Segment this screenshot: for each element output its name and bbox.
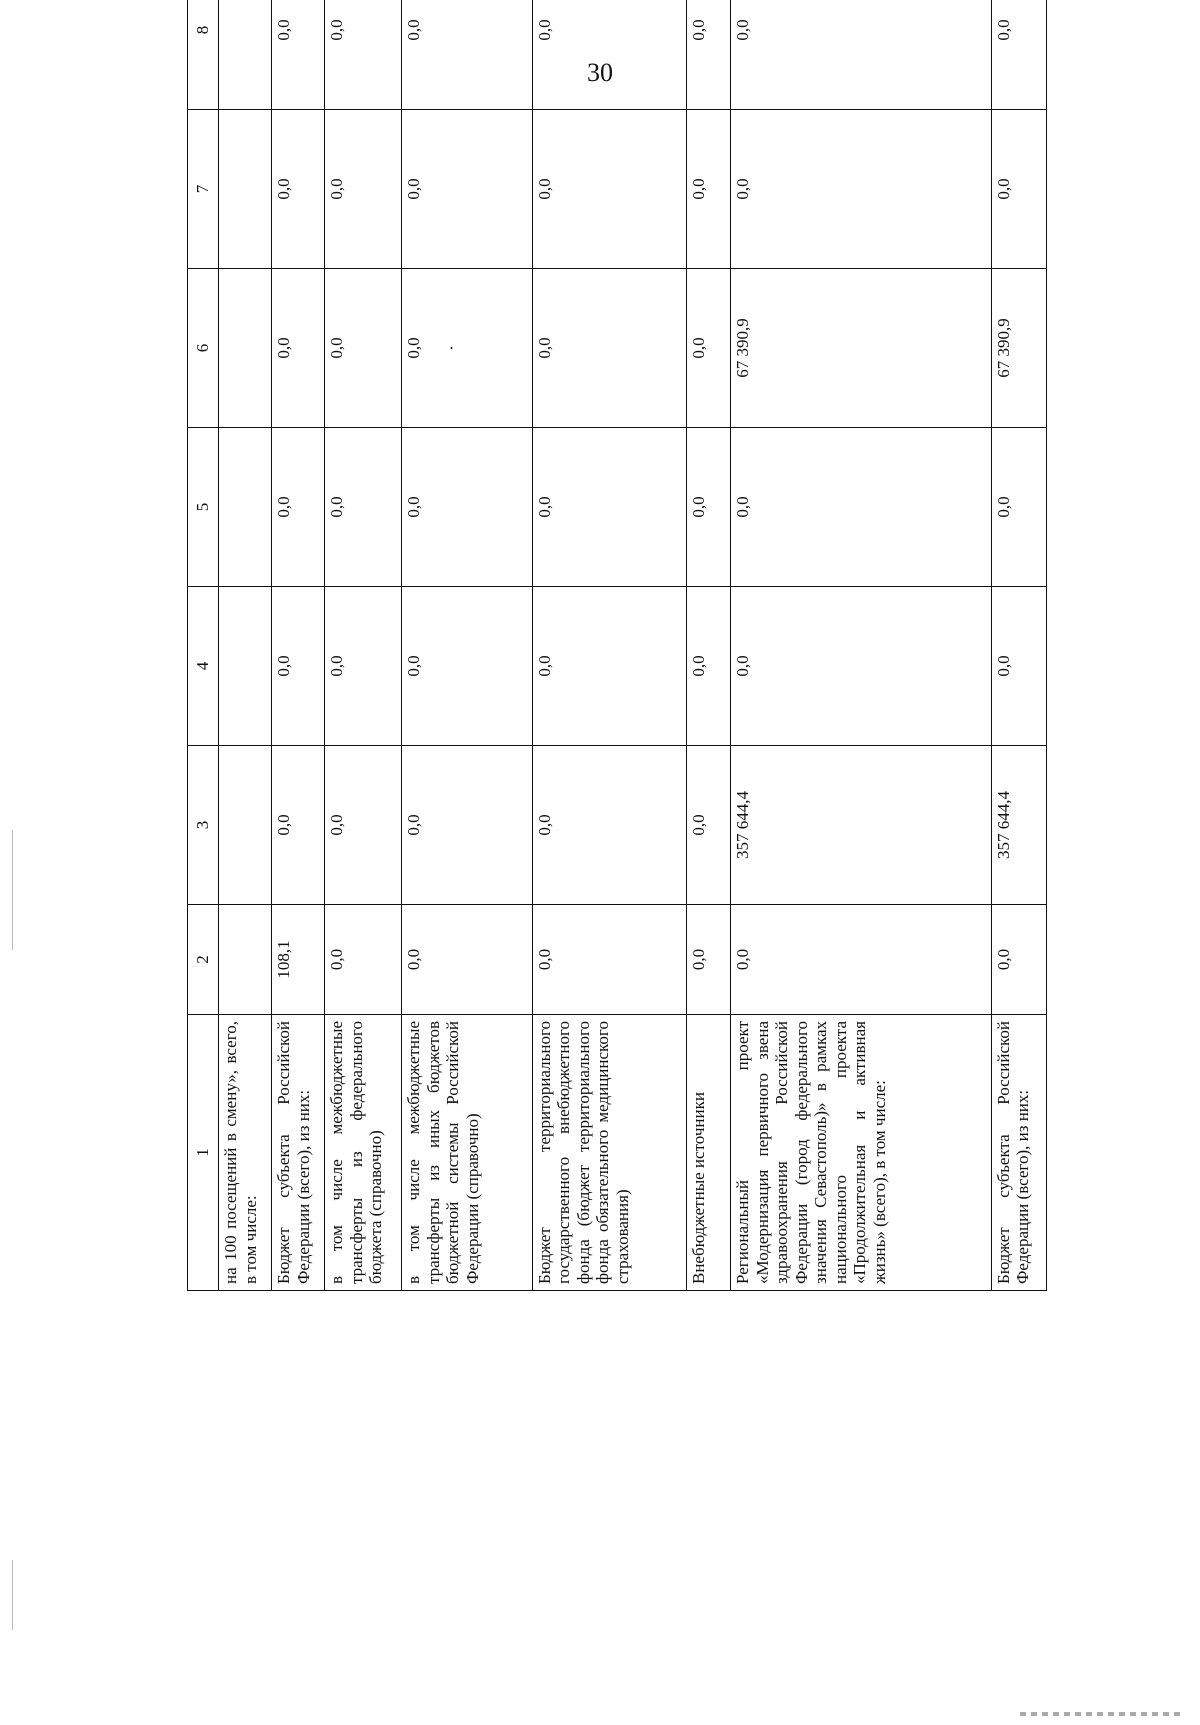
table-cell: 0,0 [324,269,401,428]
table-cell: 0,0 [687,428,731,587]
row-label: Бюджет территориального государственного внебюджетного фонда (бюджет территориального фонда обязательного медицинского страхования) [532,1015,687,1291]
row-label: Внебюджетные источники [687,1015,731,1291]
column-header: 6 [188,269,219,428]
column-header: 1 [188,1015,219,1291]
budget-table [187,0,1047,1291]
table-cell: 0,0 [271,428,324,587]
table-cell: 0,0 [731,905,992,1015]
table-cell [219,428,272,587]
table-cell: 0,0 [402,905,532,1015]
table-row [532,0,687,1291]
table-row [324,0,401,1291]
table-cell [219,110,272,269]
table-cell: 0,0 [271,0,324,110]
table-row [687,0,731,1291]
table-cell: 67 390,9 [991,269,1046,428]
column-header: 2 [188,905,219,1015]
scan-dot: · [441,345,461,351]
row-label: на 100 посещений в смену», всего, в том числе: [219,1015,272,1291]
row-label: Бюджет субъекта Российской Федерации (всего), из них: [271,1015,324,1291]
table-cell: 0,0 [687,587,731,746]
table-cell: 0,0 [402,428,532,587]
table-cell [219,0,272,110]
table-cell [219,587,272,746]
table-row [271,0,324,1291]
table-cell: 0,0 [324,428,401,587]
column-header: 7 [188,110,219,269]
table-cell: 0,0 [731,0,992,110]
table-cell: 0,0 [324,746,401,905]
row-label: в том числе межбюджетные трансферты из иных бюджетов бюджетной системы Российской Федерации (справочно) [402,1015,532,1291]
table-cell: 0,0 [402,110,532,269]
table-cell: 0,0 [532,269,687,428]
column-header: 8 [188,0,219,110]
scan-noise [1020,1712,1180,1716]
row-label: Региональный проект «Модернизация первичного звена здравоохранения Российской Федерации (город федерального значения Севастополь)» в рамках национального проекта «Продолжительная и активная жизнь» (всего), в том числе: [731,1015,992,1291]
cell-value: 0,0 [404,337,424,359]
table-cell: 0,0 [271,110,324,269]
table-row [731,0,992,1291]
table-cell: 357 644,4 [731,746,992,905]
table-cell: 0,0 [271,587,324,746]
table-cell: 0,0 [402,587,532,746]
table-row [991,0,1046,1291]
table-cell: 0,0 [731,110,992,269]
table-cell: 0,0 [991,0,1046,110]
table-cell: 0,0 [991,587,1046,746]
table-cell: 0,0 [324,905,401,1015]
table-cell: 0,0 [532,905,687,1015]
table-cell: 0,0 [687,746,731,905]
table-cell [402,269,532,428]
table-cell: 67 390,9 [731,269,992,428]
table-cell: 0,0 [731,428,992,587]
column-header: 5 [188,428,219,587]
table-cell: 0,0 [991,428,1046,587]
table-cell: 0,0 [402,0,532,110]
scan-edge-mark [12,1560,13,1630]
table-cell: 0,0 [532,110,687,269]
row-label: в том числе межбюджетные трансферты из федерального бюджета (справочно) [324,1015,401,1291]
table-cell: 0,0 [271,746,324,905]
table-cell: 0,0 [687,905,731,1015]
table-cell: 0,0 [532,587,687,746]
table-cell [219,746,272,905]
table-cell: 0,0 [271,269,324,428]
table-cell [219,269,272,428]
table-cell: 108,1 [271,905,324,1015]
column-header: 3 [188,746,219,905]
table-cell [219,905,272,1015]
row-label: Бюджет субъекта Российской Федерации (всего), из них: [991,1015,1046,1291]
table-cell: 0,0 [324,110,401,269]
table-cell: 357 644,4 [991,746,1046,905]
table-cell: 0,0 [532,0,687,110]
table-cell: 0,0 [324,587,401,746]
header-row [188,0,219,1291]
table-cell: 0,0 [687,269,731,428]
table-row [219,0,272,1291]
table-row [402,0,532,1291]
table-cell: 0,0 [991,110,1046,269]
table-cell: 0,0 [687,110,731,269]
table-cell: 0,0 [532,428,687,587]
column-header: 4 [188,587,219,746]
table-cell: 0,0 [324,0,401,110]
page-number: 30 [587,58,613,87]
table-cell: 0,0 [687,0,731,110]
table-cell: 0,0 [991,905,1046,1015]
table-cell: 0,0 [402,746,532,905]
table-cell: 0,0 [731,587,992,746]
table-cell: 0,0 [532,746,687,905]
